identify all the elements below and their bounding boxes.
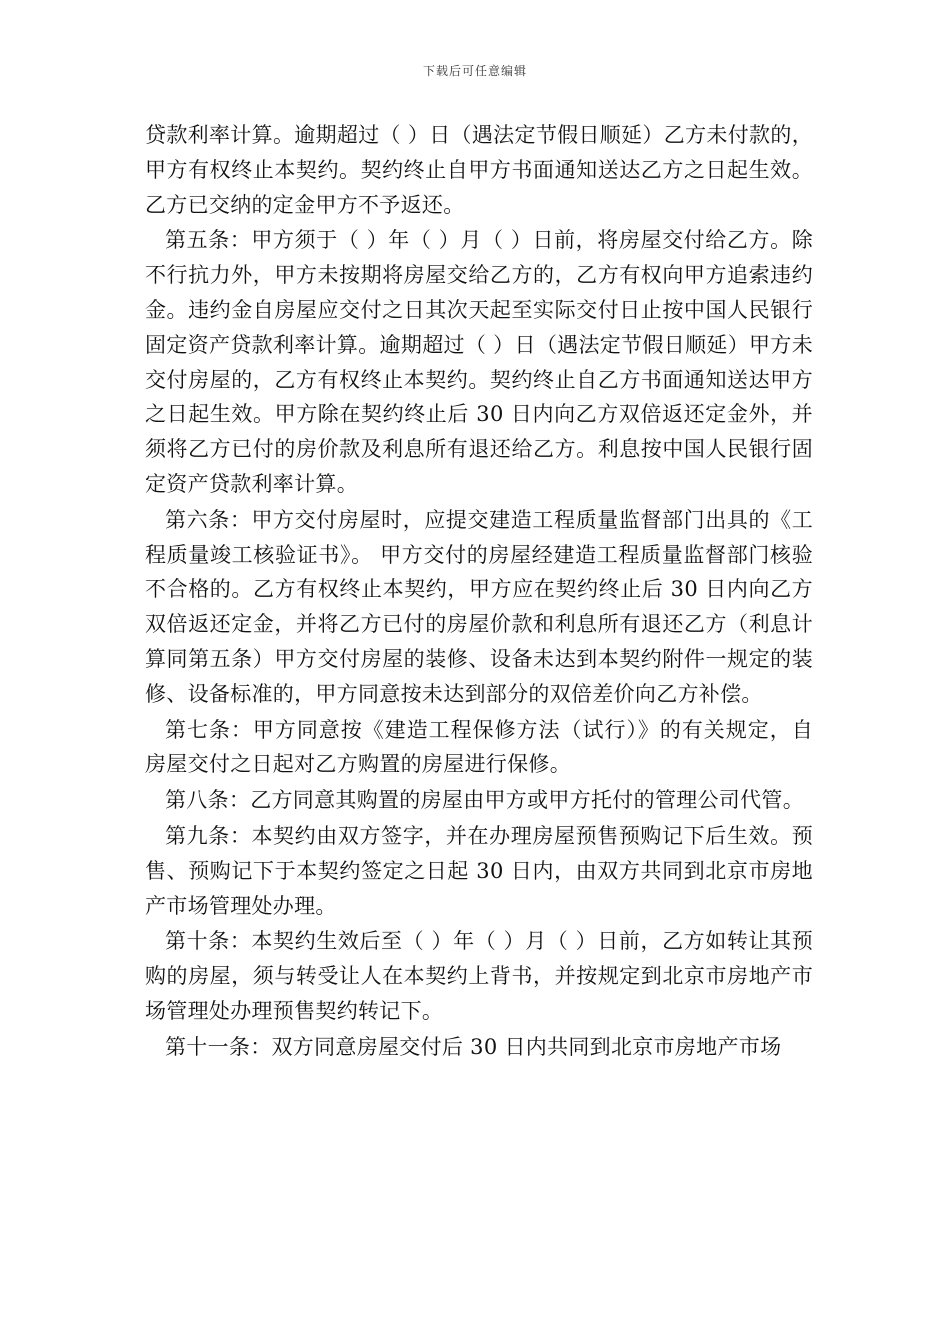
page-header: 下载后可任意编辑 — [422, 64, 527, 78]
paragraph-article-9: 第九条：本契约由双方签字，并在办理房屋预售预购记下后生效。预售、预购记下于本契约签定之日起 30 日内，由双方共同到北京市房地产市场管理处办理。 — [145, 823, 813, 918]
paragraph-continuation: 贷款利率计算。逾期超过（ ）日（遇法定节假日顺延）乙方未付款的，甲方有权终止本契约。契约终止自甲方书面通知送达乙方之日起生效。乙方已交纳的定金甲方不予返还。 — [145, 123, 813, 217]
paragraph-article-10: 第十条：本契约生效后至（ ）年（ ）月（ ）日前，乙方如转让其预购的房屋，须与转受让人在本契约上背书，并按规定到北京市房地产市场管理处办理预售契约转记下。 — [145, 929, 813, 1023]
document-body — [145, 118, 813, 1065]
paragraph-article-5: 第五条：甲方须于（ ）年（ ）月（ ）日前，将房屋交付给乙方。除不行抗力外，甲方未按期将房屋交给乙方的，乙方有权向甲方追索违约金。违约金自房屋应交付之日其次天起至实际交付日止按中国人民银行固定资产贷款利率计算。逾期超过（ ）日（遇法定节假日顺延）甲方未交付房屋的，乙方有权终止本契约。契约终止自乙方书面通知送达甲方之日起生效。甲方除在契约终止后 30 日内向乙方双倍返还定金外，并须将乙方已付的房价款及利息所有退还给乙方。利息按中国人民银行固定资产贷款利率计算。 — [145, 228, 813, 496]
paragraph-article-7: 第七条：甲方同意按《建造工程保修方法（试行）》的有关规定，自房屋交付之日起对乙方购置的房屋进行保修。 — [145, 717, 813, 777]
paragraph-article-11: 第十一条：双方同意房屋交付后 30 日内共同到北京市房地产市场 — [165, 1034, 782, 1059]
paragraph-article-8: 第八条：乙方同意其购置的房屋由甲方或甲方托付的管理公司代管。 — [165, 788, 804, 813]
paragraph-article-6: 第六条：甲方交付房屋时，应提交建造工程质量监督部门出具的《工程质量竣工核验证书》。 甲方交付的房屋经建造工程质量监督部门核验不合格的。乙方有权终止本契约，甲方应在契约终止后 30 日内向乙方双倍返还定金，并将乙方已付的房屋价款和利息所有退还乙方（利息计算同第五条）甲方交付房屋的装修、设备未达到本契约附件一规定的装修、设备标准的，甲方同意按未达到部分的双倍差价向乙方补偿。 — [145, 507, 813, 706]
